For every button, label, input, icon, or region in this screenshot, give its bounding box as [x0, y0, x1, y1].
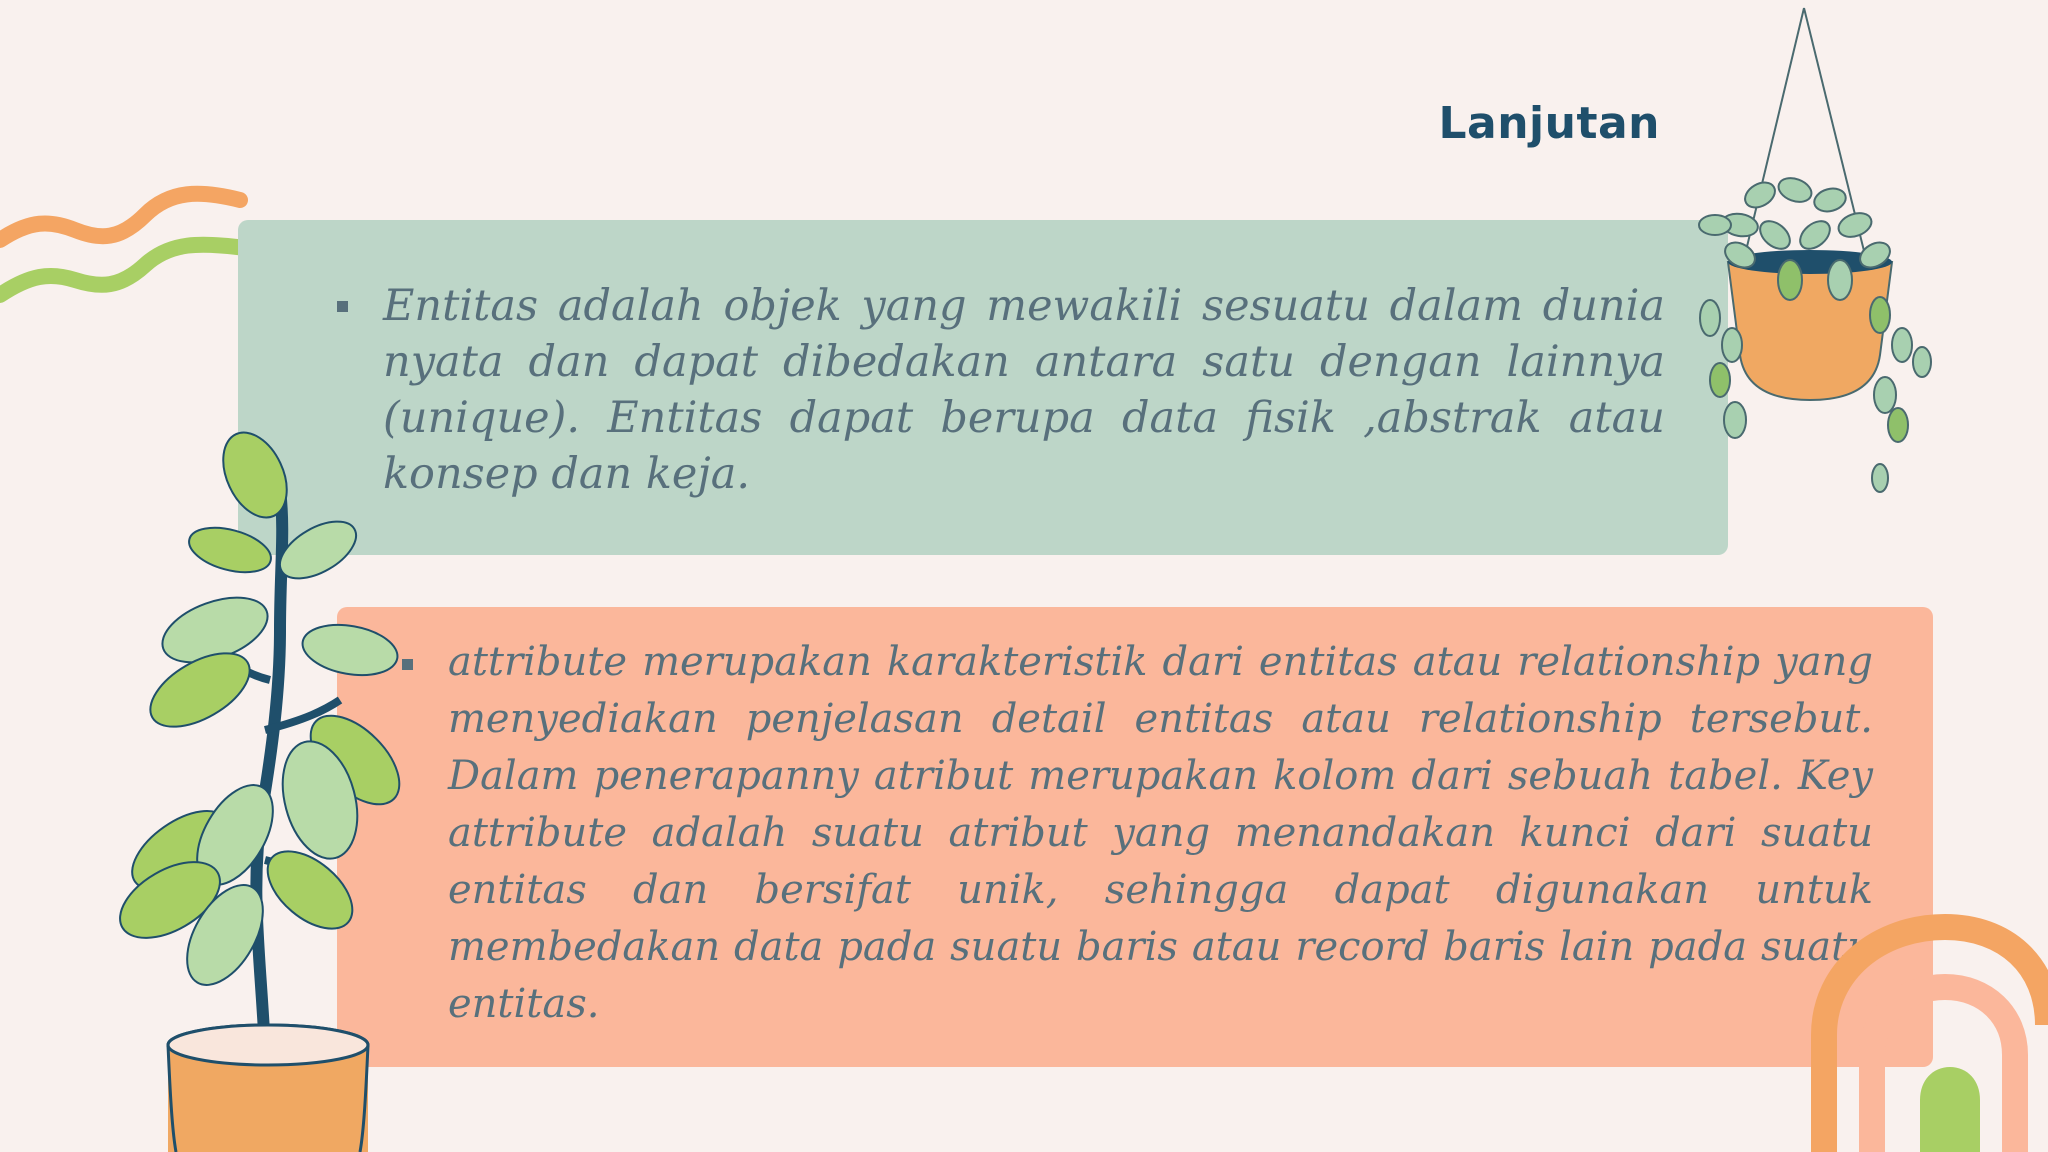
hanging-plant-icon [1680, 0, 1950, 500]
squiggle-lines-icon [0, 170, 260, 320]
slide-title: Lanjutan [1438, 98, 1660, 149]
potted-plant-icon [90, 430, 420, 1152]
bullet-text-entitas: Entitas adalah objek yang mewakili sesuatu dalam dunia nyata dan dapat dibedakan antara satu dengan lainnya (unique). Entitas dapat berupa data fisik ,abstrak atau konsep dan keja. [383, 281, 1665, 499]
bullet-marker [337, 301, 348, 312]
bullet-text-attribute: attribute merupakan karakteristik dari entitas atau relationship yang menyediakan penjelasan detail entitas atau relationship tersebut. Dalam penerapanny atribut merupakan kolom dari sebuah tabel. Key attribute adalah suatu atribut yang menandakan kunci dari suatu entitas dan bersifat unik, sehingga dapat digunakan untuk membedakan data pada suatu baris atau record baris lain pada suatu entitas. [448, 639, 1873, 1027]
rainbow-arches-icon [1800, 915, 2048, 1152]
